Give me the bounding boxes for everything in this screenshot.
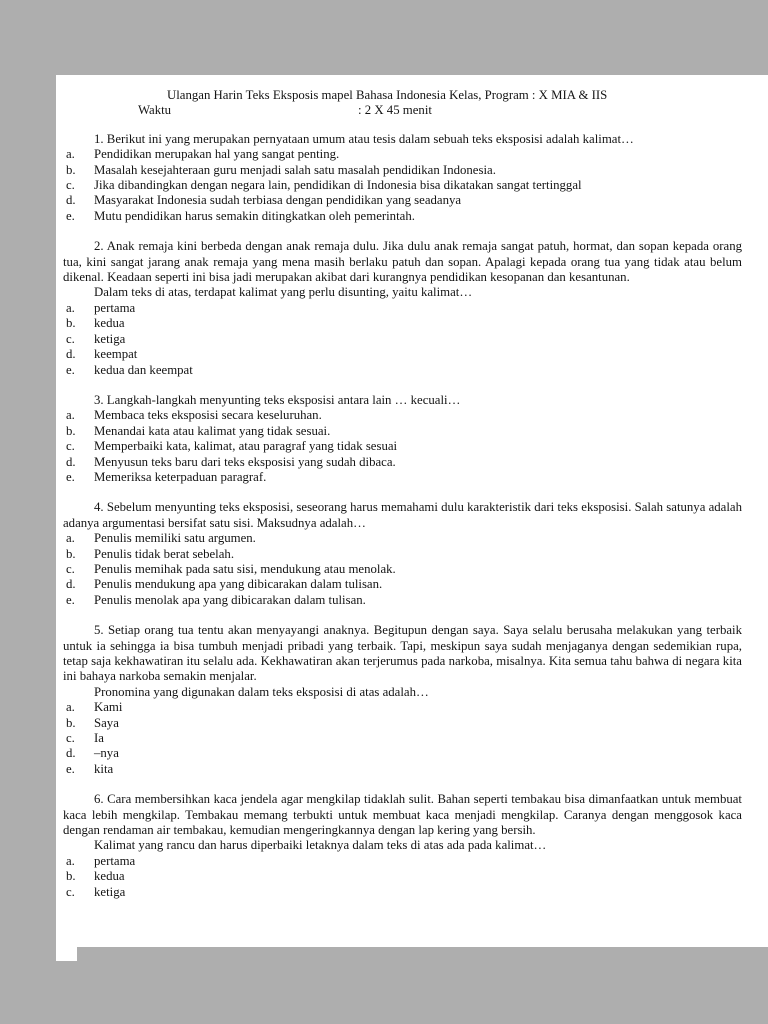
question-paragraph: Pronomina yang digunakan dalam teks eksposisi di atas adalah… [94, 684, 429, 699]
page-content [56, 75, 768, 900]
option-text: Pendidikan merupakan hal yang sangat penting. [94, 147, 340, 162]
question-options [63, 531, 742, 608]
answer-option [63, 347, 742, 362]
duration-label: Waktu [138, 103, 172, 118]
answer-option [63, 439, 742, 454]
question-block [63, 132, 742, 224]
question-options [63, 854, 742, 900]
option-text: –nya [94, 746, 119, 761]
question-paragraphs [63, 239, 742, 301]
option-letter: e. [66, 362, 75, 377]
option-text: kita [94, 761, 114, 776]
option-letter: a. [66, 853, 75, 868]
question-block [63, 500, 742, 608]
answer-option [63, 193, 742, 208]
answer-option [63, 762, 742, 777]
option-text: Kami [94, 700, 123, 715]
option-letter: c. [66, 731, 75, 746]
question-paragraph: 4. Sebelum menyunting teks eksposisi, seseorang harus memahami dulu karakteristik dari teks eksposisi. Salah satunya adalah adanya argumentasi bersifat satu sisi. Maksudnya adalah… [63, 500, 742, 530]
option-text: Penulis memiliki satu argumen. [94, 531, 256, 546]
question-paragraphs [63, 500, 742, 531]
answer-option [63, 577, 742, 592]
option-letter: e. [66, 761, 75, 776]
answer-option [63, 147, 742, 162]
question-paragraph: Kalimat yang rancu dan harus diperbaiki letaknya dalam teks di atas ada pada kalimat… [94, 838, 547, 853]
answer-option [63, 178, 742, 193]
answer-option [63, 455, 742, 470]
answer-option [63, 746, 742, 761]
question-block [63, 239, 742, 378]
option-text: kedua [94, 869, 125, 884]
answer-option [63, 854, 742, 869]
option-text: ketiga [94, 884, 126, 899]
answer-option [63, 209, 742, 224]
option-text: ketiga [94, 331, 126, 346]
answer-option [63, 593, 742, 608]
option-letter: e. [66, 592, 75, 607]
question-block [63, 623, 742, 777]
option-text: kedua [94, 316, 125, 331]
option-letter: c. [66, 884, 75, 899]
answer-option [63, 731, 742, 746]
option-letter: b. [66, 316, 76, 331]
option-letter: b. [66, 423, 76, 438]
question-paragraph: Dalam teks di atas, terdapat kalimat yang perlu disunting, yaitu kalimat… [94, 285, 473, 300]
option-letter: b. [66, 162, 76, 177]
answer-option [63, 301, 742, 316]
answer-option [63, 869, 742, 884]
option-text: Penulis tidak berat sebelah. [94, 546, 235, 561]
option-letter: b. [66, 869, 76, 884]
questions-list [63, 132, 742, 900]
question-paragraphs [63, 623, 742, 700]
option-letter: d. [66, 347, 76, 362]
question-paragraphs [63, 393, 742, 408]
option-text: pertama [94, 300, 136, 315]
option-text: Penulis memihak pada satu sisi, mendukung atau menolak. [94, 561, 396, 576]
duration-value: : 2 X 45 menit [358, 103, 432, 118]
option-letter: a. [66, 408, 75, 423]
option-text: Menandai kata atau kalimat yang tidak sesuai. [94, 423, 331, 438]
option-letter: d. [66, 577, 76, 592]
option-text: Membaca teks eksposisi secara keseluruhan. [94, 408, 322, 423]
question-options [63, 408, 742, 485]
answer-option [63, 562, 742, 577]
option-text: Mutu pendidikan harus semakin ditingkatkan oleh pemerintah. [94, 208, 415, 223]
option-letter: d. [66, 193, 76, 208]
exam-title: Ulangan Harin Teks Eksposis mapel Bahasa Indonesia Kelas, Program : X MIA & IIS [167, 88, 608, 102]
option-letter: b. [66, 715, 76, 730]
option-letter: c. [66, 561, 75, 576]
question-block [63, 792, 742, 900]
option-text: Penulis mendukung apa yang dibicarakan dalam tulisan. [94, 577, 383, 592]
question-paragraphs [63, 132, 742, 147]
option-text: Ia [94, 731, 104, 746]
question-paragraph: 5. Setiap orang tua tentu akan menyayangi anaknya. Begitupun dengan saya. Saya selalu berusaha melakukan yang terbaik untuk ia sehingga ia bisa tumbuh menjadi pribadi yang terbaik. Tapi, meskipun saya sudah menjaganya dengan sedemikian rupa, tetap saja kekhawatiran itu selalu ada. Kekhawatiran akan terjerumus pada narkoba, misalnya. Kita semua tahu bahwa di negara kita ini bahaya narkoba semakin menjalar. [63, 623, 742, 684]
option-letter: a. [66, 531, 75, 546]
option-letter: b. [66, 546, 76, 561]
option-letter: c. [66, 178, 75, 193]
answer-option [63, 408, 742, 423]
option-letter: d. [66, 454, 76, 469]
question-options [63, 147, 742, 224]
question-block [63, 393, 742, 485]
option-letter: a. [66, 700, 75, 715]
answer-option [63, 316, 742, 331]
answer-option [63, 716, 742, 731]
exam-header [63, 88, 742, 119]
option-text: Penulis menolak apa yang dibicarakan dalam tulisan. [94, 592, 366, 607]
option-letter: a. [66, 147, 75, 162]
option-letter: d. [66, 746, 76, 761]
answer-option [63, 363, 742, 378]
option-text: Memeriksa keterpaduan paragraf. [94, 469, 267, 484]
option-text: Saya [94, 715, 119, 730]
option-text: Memperbaiki kata, kalimat, atau paragraf yang tidak sesuai [94, 439, 398, 454]
answer-option [63, 163, 742, 178]
question-options [63, 700, 742, 777]
exam-duration-line [63, 103, 742, 118]
question-options [63, 301, 742, 378]
document-page [56, 75, 768, 947]
option-text: keempat [94, 347, 138, 362]
answer-option [63, 547, 742, 562]
option-text: Jika dibandingkan dengan negara lain, pendidikan di Indonesia bisa dikatakan sangat tertinggal [94, 178, 582, 193]
answer-option [63, 531, 742, 546]
answer-option [63, 424, 742, 439]
option-letter: c. [66, 331, 75, 346]
answer-option [63, 700, 742, 715]
question-paragraph: 1. Berikut ini yang merupakan pernyataan umum atau tesis dalam sebuah teks eksposisi adalah kalimat… [94, 131, 634, 146]
next-page-corner [56, 947, 77, 961]
option-text: Masyarakat Indonesia sudah terbiasa dengan pendidikan yang seadanya [94, 193, 462, 208]
question-paragraph: 3. Langkah-langkah menyunting teks eksposisi antara lain … kecuali… [94, 392, 461, 407]
option-text: Menyusun teks baru dari teks eksposisi yang sudah dibaca. [94, 454, 396, 469]
question-paragraph: 6. Cara membersihkan kaca jendela agar mengkilap tidaklah sulit. Bahan seperti tembakau bisa dimanfaatkan untuk membuat kaca lebih mengkilap. Tembakau memang terbukti untuk membuat kaca menjadi mengkilap. Caranya dengan menggosok kaca dengan rendaman air tembakau, kemudian mengeringkannya dengan lap kering yang bersih. [63, 792, 742, 838]
option-letter: e. [66, 208, 75, 223]
option-letter: c. [66, 439, 75, 454]
question-paragraphs [63, 792, 742, 854]
option-text: kedua dan keempat [94, 362, 193, 377]
option-letter: e. [66, 469, 75, 484]
option-text: Masalah kesejahteraan guru menjadi salah satu masalah pendidikan Indonesia. [94, 162, 496, 177]
option-text: pertama [94, 853, 136, 868]
answer-option [63, 470, 742, 485]
option-letter: a. [66, 300, 75, 315]
question-paragraph: 2. Anak remaja kini berbeda dengan anak remaja dulu. Jika dulu anak remaja sangat patuh, hormat, dan sopan kepada orang tua, kini sangat jarang anak remaja yang mena masih berlaku patuh dan sopan. Apalagi kepada orang tua yang tidak atau belum dikenal. Keadaan seperti ini bisa jadi merupakan akibat dari kurangnya pendidikan kesopanan dan kesantunan. [63, 239, 742, 285]
answer-option [63, 332, 742, 347]
answer-option [63, 885, 742, 900]
